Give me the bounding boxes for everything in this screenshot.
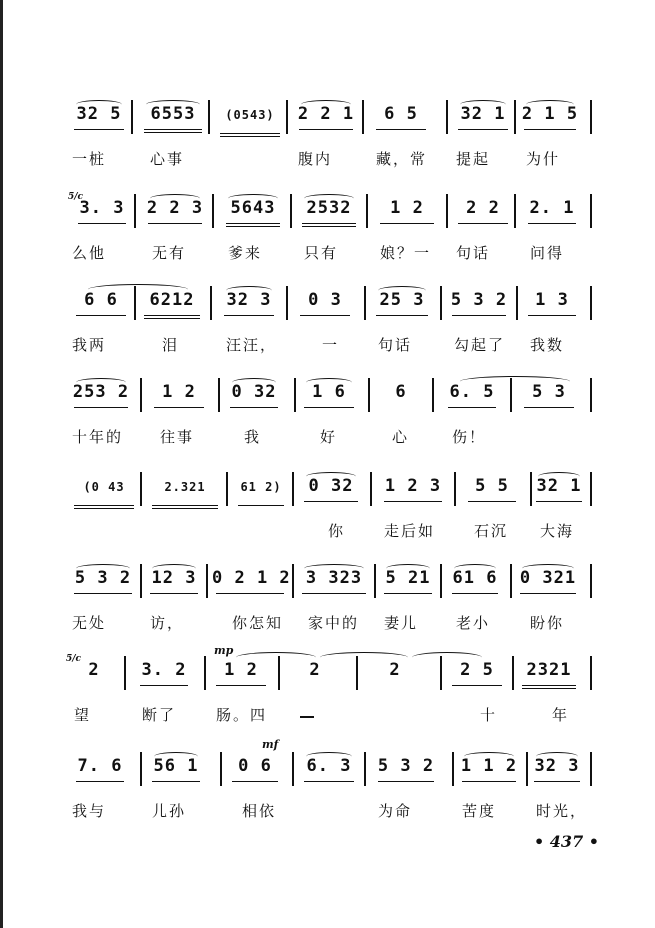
note-row [0,190,655,230]
lyric-syllable: 么他 [72,244,107,262]
measure: 56 1 [148,756,204,788]
measure: 32 5 [70,104,128,136]
lyric-syllable: 家中的 [308,614,360,632]
notation-system-3 [0,282,655,352]
lyric-row [0,148,655,172]
note-row [0,96,655,136]
barline [590,656,592,690]
measure: 61 2) [234,480,288,512]
lyric-syllable: 你怎知 [232,614,284,632]
lyric-syllable: 走后如 [384,522,436,540]
measure: 5 5 [464,476,520,508]
barline [218,378,220,412]
barline [206,564,208,598]
lyric-syllable: 一 [322,336,340,354]
lyric-syllable: 访， [150,614,185,632]
lyric-syllable: 一桩 [72,150,107,168]
lyric-syllable: 娘？一 [380,244,432,262]
lyric-syllable: 为命 [378,802,413,820]
lyric-syllable: 断了 [142,706,177,724]
lyric-syllable: 泪 [162,336,180,354]
barline [432,378,434,412]
lyric-syllable: 时光， [536,802,588,820]
barline [364,752,366,786]
measure: 7. 6 [72,756,128,788]
barline [454,472,456,506]
lyric-row [0,704,655,728]
barline [526,752,528,786]
barline [446,194,448,228]
barline [590,378,592,412]
lyric-syllable: 好 [320,428,338,446]
barline [510,378,512,412]
barline [292,752,294,786]
measure: 0 32 [300,476,362,508]
measure: 0 321 [516,568,580,600]
barline [446,100,448,134]
barline [362,100,364,134]
barline [140,472,142,506]
notation-system-4 [0,374,655,444]
lyric-syllable: 提起 [456,150,491,168]
barline [512,656,514,690]
lyric-syllable: 只有 [304,244,339,262]
lyric-syllable: 心 [392,428,410,446]
measure: 1 3 [524,290,580,322]
measure: 2 1 5 [520,104,580,136]
barline [212,194,214,228]
note-row [0,282,655,322]
barline [590,472,592,506]
barline [286,286,288,320]
barline [356,656,358,690]
measure: 3. 2 [136,660,192,692]
lyric-syllable: 石沉 [474,522,509,540]
notation-system-1 [0,96,655,166]
note-row [0,738,655,788]
barline [590,286,592,320]
barline [514,194,516,228]
barline [510,564,512,598]
lyric-row [0,334,655,358]
lyric-syllable: 盼你 [530,614,565,632]
measure: 1 1 2 [458,756,520,788]
lyric-syllable: 无有 [152,244,187,262]
barline [124,656,126,690]
lyric-syllable: 儿孙 [152,802,187,820]
barline [140,564,142,598]
measure: 253 2 [70,382,132,414]
barline [374,564,376,598]
lyric-syllable: 你 [328,522,346,540]
measure: 6 [395,382,407,402]
lyric-syllable: 妻儿 [384,614,419,632]
lyric-syllable: 往事 [160,428,195,446]
lyric-syllable: 大海 [540,522,575,540]
measure: 2 2 [454,198,512,230]
lyric-syllable: 相依 [242,802,277,820]
lyric-syllable: 汪汪， [226,336,278,354]
lyric-row [0,612,655,636]
lyric-syllable: 我与 [72,802,107,820]
measure: 5 3 2 [70,568,136,600]
measure: 2 5 [448,660,506,692]
extension-dash [300,716,314,718]
barline [440,656,442,690]
measure: 0 6 [228,756,282,788]
barline [131,100,133,134]
notation-system-7 [0,644,655,724]
measure: 5 21 [380,568,436,600]
lyric-row [0,520,655,544]
barline [514,100,516,134]
measure: 2 [389,660,401,680]
barline [140,378,142,412]
measure: 3 323 [298,568,370,600]
measure: 3. 3 [74,198,130,230]
measure: 1 2 [150,382,208,414]
lyric-syllable: 问得 [530,244,565,262]
measure: 5 3 [520,382,578,414]
measure: 2 [88,660,100,680]
measure: 6553 [140,104,206,136]
measure: 1 6 [300,382,358,414]
measure: 6212 [140,290,204,322]
barline [590,564,592,598]
measure: (0 43 [70,480,138,512]
barline [452,752,454,786]
barline [440,286,442,320]
barline [204,656,206,690]
notation-system-5 [0,468,655,538]
barline [210,286,212,320]
measure: 0 32 [226,382,282,414]
barline [364,286,366,320]
notation-system-8 [0,738,655,820]
barline [290,194,292,228]
lyric-syllable: 句话 [456,244,491,262]
barline [292,564,294,598]
barline [140,752,142,786]
measure: 2 2 1 [295,104,357,136]
measure: 2532 [298,198,360,230]
lyric-syllable: 藏，常 [376,150,428,168]
barline [294,378,296,412]
note-row [0,374,655,414]
dynamic-marking: mp [214,644,234,657]
lyric-syllable: 十 [480,706,498,724]
lyric-syllable: 勾起了 [454,336,506,354]
lyric-syllable: 肠。四 [216,706,268,724]
measure: 6. 5 [444,382,500,414]
barline [208,100,210,134]
barline [516,286,518,320]
lyric-syllable: 十年的 [72,428,124,446]
lyric-syllable: 望 [74,706,92,724]
measure: 5643 [222,198,284,230]
measure: 1 2 [212,660,270,692]
barline [134,286,136,320]
lyric-syllable: 心事 [150,150,185,168]
note-row [0,560,655,600]
barline [292,472,294,506]
barline [368,378,370,412]
barline [366,194,368,228]
measure: 32 1 [454,104,512,136]
notation-system-6 [0,560,655,630]
measure: 32 3 [220,290,278,322]
measure: 0 3 [296,290,354,322]
measure: 25 3 [372,290,432,322]
lyric-syllable: 我两 [72,336,107,354]
lyric-syllable: 句话 [378,336,413,354]
measure: 6. 3 [300,756,358,788]
measure: 5 3 2 [374,756,438,788]
key-prefix: 5/c [68,192,84,202]
measure: 5 3 2 [448,290,510,322]
measure: 1 2 [376,198,438,230]
measure: 32 3 [530,756,584,788]
barline [590,100,592,134]
measure: 61 6 [448,568,502,600]
barline [286,100,288,134]
measure: 32 1 [532,476,586,508]
lyric-syllable: 苦度 [462,802,497,820]
lyric-syllable: 伤！ [452,428,487,446]
barline [590,194,592,228]
measure: (0543) [216,108,284,140]
note-row [0,468,655,508]
lyric-syllable: 为什 [526,150,561,168]
dynamic-marking: mf [262,738,279,751]
barline [440,564,442,598]
page-number: • 437 • [534,832,599,851]
barline [220,752,222,786]
barline [590,752,592,786]
lyric-syllable: 年 [552,706,570,724]
lyric-syllable: 无处 [72,614,107,632]
measure: 6 6 [72,290,130,322]
measure: 2.321 [148,480,222,512]
lyric-row [0,242,655,266]
barline [370,472,372,506]
measure: 1 2 3 [380,476,446,508]
measure: 6 5 [372,104,430,136]
lyric-syllable: 腹内 [298,150,333,168]
lyric-syllable: 我数 [530,336,565,354]
lyric-syllable: 我 [244,428,262,446]
lyric-syllable: 爹来 [228,244,263,262]
measure: 12 3 [146,568,202,600]
measure: 2 2 3 [144,198,206,230]
barline [226,472,228,506]
measure: 2321 [518,660,580,692]
barline [278,656,280,690]
barline [134,194,136,228]
measure: 2 [309,660,321,680]
note-row [0,644,655,692]
lyric-row [0,800,655,824]
lyric-syllable: 老小 [456,614,491,632]
lyric-row [0,426,655,450]
notation-system-2 [0,190,655,260]
key-prefix: 5/c [66,654,82,664]
measure: 0 2 1 2 [212,568,288,600]
measure: 2. 1 [524,198,580,230]
